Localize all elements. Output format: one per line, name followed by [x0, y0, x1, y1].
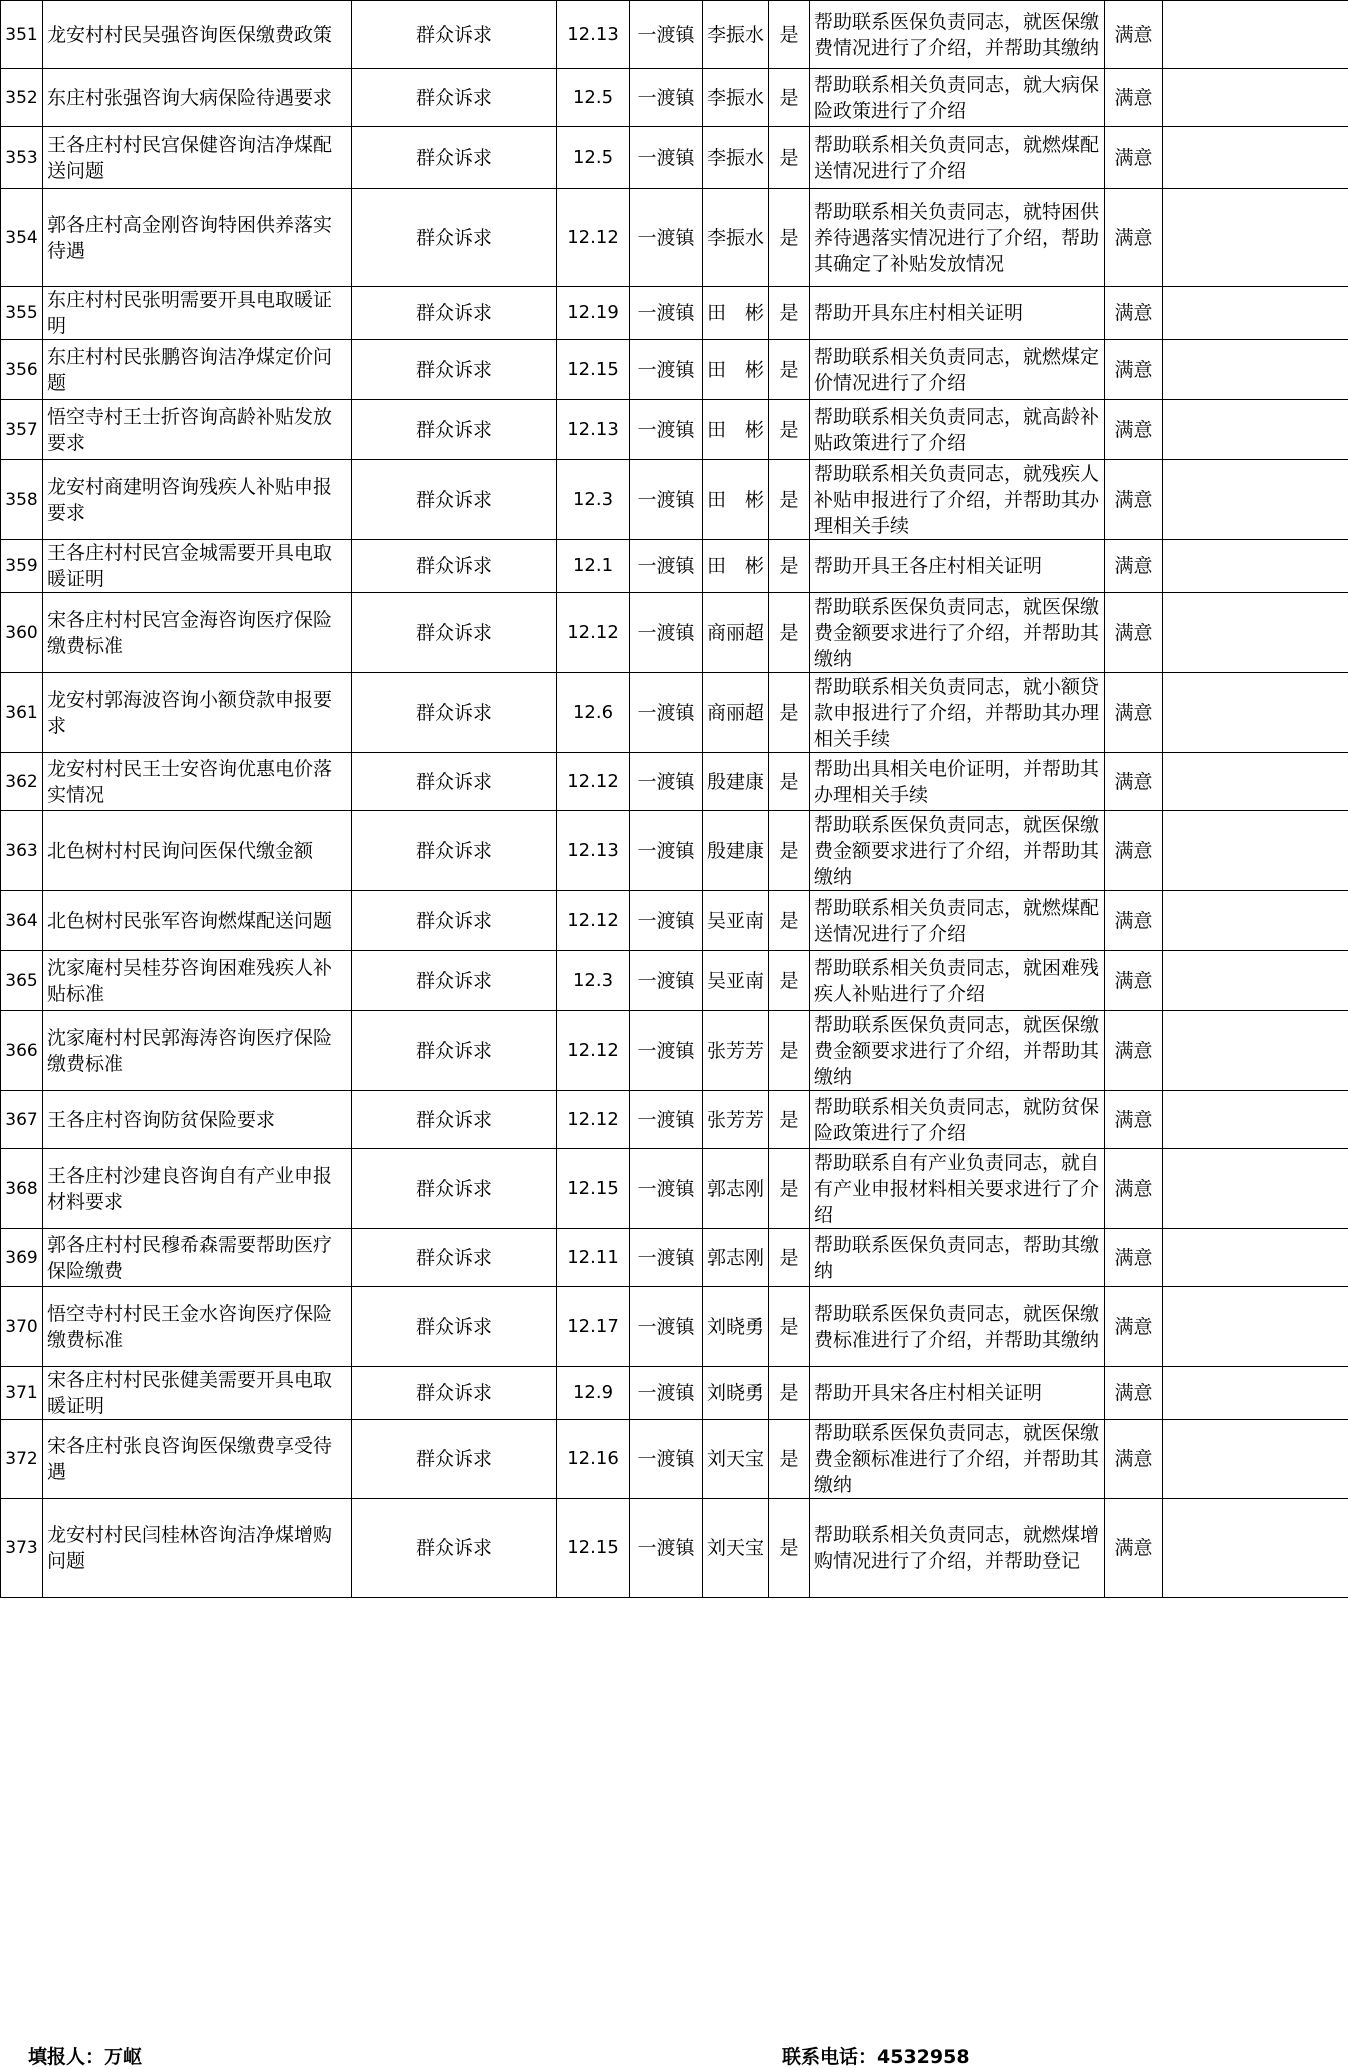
resolved-cell: 是: [769, 673, 810, 753]
resolved-cell: 是: [769, 1420, 810, 1499]
row-number-cell: 356: [1, 340, 43, 400]
handler-cell: 郭志刚: [703, 1149, 769, 1229]
result-cell: 帮助联系医保负责同志，就医保缴费情况进行了介绍，并帮助其缴纳: [810, 1, 1105, 69]
handler-cell: 田 彬: [703, 400, 769, 460]
issue-type-cell: 群众诉求: [352, 1091, 557, 1149]
result-cell: 帮助联系医保负责同志，就医保缴费金额标准进行了介绍，并帮助其缴纳: [810, 1420, 1105, 1499]
handler-cell: 李振水: [703, 127, 769, 189]
town-cell: 一渡镇: [630, 593, 703, 673]
issue-title-cell: 东庄村村民张明需要开具电取暖证明: [43, 287, 352, 340]
result-cell: 帮助开具东庄村相关证明: [810, 287, 1105, 340]
table-row: [1, 287, 1348, 340]
result-cell: 帮助联系相关负责同志，就燃煤配送情况进行了介绍: [810, 891, 1105, 951]
row-number-cell: 364: [1, 891, 43, 951]
row-number-cell: 360: [1, 593, 43, 673]
issue-type-cell: 群众诉求: [352, 1149, 557, 1229]
issue-type-cell: 群众诉求: [352, 1, 557, 69]
note-cell: [1163, 340, 1348, 400]
handler-cell: 商丽超: [703, 593, 769, 673]
note-cell: [1163, 593, 1348, 673]
note-cell: [1163, 951, 1348, 1011]
issue-title-cell: 宋各庄村张良咨询医保缴费享受待遇: [43, 1420, 352, 1499]
table-row: [1, 1499, 1348, 1598]
resolved-cell: 是: [769, 540, 810, 593]
handler-cell: 张芳芳: [703, 1091, 769, 1149]
table-row: [1, 1229, 1348, 1287]
row-number-cell: 362: [1, 753, 43, 811]
issue-title-cell: 宋各庄村村民宫金海咨询医疗保险缴费标准: [43, 593, 352, 673]
issue-title-cell: 郭各庄村高金刚咨询特困供养落实待遇: [43, 189, 352, 287]
date-cell: 12.16: [557, 1420, 630, 1499]
handler-cell: 刘天宝: [703, 1499, 769, 1598]
note-cell: [1163, 753, 1348, 811]
issue-type-cell: 群众诉求: [352, 891, 557, 951]
row-number-cell: 371: [1, 1367, 43, 1420]
note-cell: [1163, 189, 1348, 287]
satisfaction-cell: 满意: [1105, 1091, 1163, 1149]
resolved-cell: 是: [769, 400, 810, 460]
satisfaction-cell: 满意: [1105, 673, 1163, 753]
satisfaction-cell: 满意: [1105, 891, 1163, 951]
row-number-cell: 354: [1, 189, 43, 287]
result-cell: 帮助联系医保负责同志，就医保缴费金额要求进行了介绍，并帮助其缴纳: [810, 811, 1105, 891]
issue-type-cell: 群众诉求: [352, 1420, 557, 1499]
date-cell: 12.9: [557, 1367, 630, 1420]
row-number-cell: 363: [1, 811, 43, 891]
table-row: [1, 1367, 1348, 1420]
table-row: [1, 1420, 1348, 1499]
resolved-cell: 是: [769, 891, 810, 951]
resolved-cell: 是: [769, 1091, 810, 1149]
result-cell: 帮助联系医保负责同志，就医保缴费金额要求进行了介绍，并帮助其缴纳: [810, 593, 1105, 673]
issue-title-cell: 王各庄村沙建良咨询自有产业申报材料要求: [43, 1149, 352, 1229]
resolved-cell: 是: [769, 1499, 810, 1598]
result-cell: 帮助联系相关负责同志，就困难残疾人补贴进行了介绍: [810, 951, 1105, 1011]
row-number-cell: 372: [1, 1420, 43, 1499]
handler-cell: 李振水: [703, 189, 769, 287]
row-number-cell: 359: [1, 540, 43, 593]
resolved-cell: 是: [769, 593, 810, 673]
town-cell: 一渡镇: [630, 69, 703, 127]
row-number-cell: 365: [1, 951, 43, 1011]
issue-type-cell: 群众诉求: [352, 189, 557, 287]
issue-title-cell: 龙安村村民闫桂林咨询洁净煤增购问题: [43, 1499, 352, 1598]
town-cell: 一渡镇: [630, 753, 703, 811]
date-cell: 12.13: [557, 811, 630, 891]
town-cell: 一渡镇: [630, 1011, 703, 1091]
table-row: [1, 753, 1348, 811]
note-cell: [1163, 673, 1348, 753]
town-cell: 一渡镇: [630, 1229, 703, 1287]
issue-title-cell: 沈家庵村村民郭海涛咨询医疗保险缴费标准: [43, 1011, 352, 1091]
issue-type-cell: 群众诉求: [352, 340, 557, 400]
handler-cell: 刘天宝: [703, 1420, 769, 1499]
date-cell: 12.3: [557, 460, 630, 540]
date-cell: 12.12: [557, 1091, 630, 1149]
handler-cell: 殷建康: [703, 753, 769, 811]
table-row: [1, 673, 1348, 753]
note-cell: [1163, 1229, 1348, 1287]
date-cell: 12.12: [557, 891, 630, 951]
resolved-cell: 是: [769, 340, 810, 400]
satisfaction-cell: 满意: [1105, 811, 1163, 891]
result-cell: 帮助联系相关负责同志，就防贫保险政策进行了介绍: [810, 1091, 1105, 1149]
result-cell: 帮助联系医保负责同志，就医保缴费金额要求进行了介绍，并帮助其缴纳: [810, 1011, 1105, 1091]
row-number-cell: 373: [1, 1499, 43, 1598]
issue-title-cell: 东庄村张强咨询大病保险待遇要求: [43, 69, 352, 127]
phone-label: 联系电话：4532958: [782, 2042, 970, 2069]
handler-cell: 田 彬: [703, 460, 769, 540]
date-cell: 12.13: [557, 1, 630, 69]
town-cell: 一渡镇: [630, 1287, 703, 1367]
result-cell: 帮助联系相关负责同志，就高龄补贴政策进行了介绍: [810, 400, 1105, 460]
result-cell: 帮助开具宋各庄村相关证明: [810, 1367, 1105, 1420]
note-cell: [1163, 400, 1348, 460]
note-cell: [1163, 811, 1348, 891]
issue-type-cell: 群众诉求: [352, 1229, 557, 1287]
issue-title-cell: 王各庄村村民宫金城需要开具电取暖证明: [43, 540, 352, 593]
handler-cell: 李振水: [703, 1, 769, 69]
row-number-cell: 357: [1, 400, 43, 460]
handler-cell: 郭志刚: [703, 1229, 769, 1287]
town-cell: 一渡镇: [630, 811, 703, 891]
date-cell: 12.15: [557, 1149, 630, 1229]
handler-cell: 田 彬: [703, 340, 769, 400]
date-cell: 12.5: [557, 69, 630, 127]
date-cell: 12.3: [557, 951, 630, 1011]
reporter-label: 填报人：万岖: [28, 2042, 142, 2069]
date-cell: 12.12: [557, 1011, 630, 1091]
resolved-cell: 是: [769, 1367, 810, 1420]
handler-cell: 吴亚南: [703, 951, 769, 1011]
issue-title-cell: 龙安村商建明咨询残疾人补贴申报要求: [43, 460, 352, 540]
issue-type-cell: 群众诉求: [352, 400, 557, 460]
issue-type-cell: 群众诉求: [352, 1499, 557, 1598]
table-row: [1, 340, 1348, 400]
footer: [0, 2040, 1348, 2067]
table-row: [1, 1, 1348, 69]
date-cell: 12.17: [557, 1287, 630, 1367]
date-cell: 12.11: [557, 1229, 630, 1287]
resolved-cell: 是: [769, 1011, 810, 1091]
resolved-cell: 是: [769, 127, 810, 189]
result-cell: 帮助联系医保负责同志，帮助其缴纳: [810, 1229, 1105, 1287]
table-row: [1, 593, 1348, 673]
resolved-cell: 是: [769, 287, 810, 340]
row-number-cell: 368: [1, 1149, 43, 1229]
town-cell: 一渡镇: [630, 400, 703, 460]
date-cell: 12.19: [557, 287, 630, 340]
town-cell: 一渡镇: [630, 1091, 703, 1149]
table-row: [1, 127, 1348, 189]
result-cell: 帮助联系相关负责同志，就燃煤增购情况进行了介绍，并帮助登记: [810, 1499, 1105, 1598]
table-row: [1, 189, 1348, 287]
issue-type-cell: 群众诉求: [352, 127, 557, 189]
issue-type-cell: 群众诉求: [352, 287, 557, 340]
issue-type-cell: 群众诉求: [352, 753, 557, 811]
resolved-cell: 是: [769, 189, 810, 287]
result-cell: 帮助联系相关负责同志，就小额贷款申报进行了介绍，并帮助其办理相关手续: [810, 673, 1105, 753]
town-cell: 一渡镇: [630, 673, 703, 753]
row-number-cell: 353: [1, 127, 43, 189]
resolved-cell: 是: [769, 1, 810, 69]
issue-type-cell: 群众诉求: [352, 673, 557, 753]
result-cell: 帮助联系自有产业负责同志，就自有产业申报材料相关要求进行了介绍: [810, 1149, 1105, 1229]
resolved-cell: 是: [769, 460, 810, 540]
date-cell: 12.13: [557, 400, 630, 460]
note-cell: [1163, 1499, 1348, 1598]
result-cell: 帮助联系相关负责同志，就燃煤定价情况进行了介绍: [810, 340, 1105, 400]
issue-type-cell: 群众诉求: [352, 540, 557, 593]
handler-cell: 李振水: [703, 69, 769, 127]
satisfaction-cell: 满意: [1105, 1367, 1163, 1420]
satisfaction-cell: 满意: [1105, 1420, 1163, 1499]
handler-cell: 田 彬: [703, 287, 769, 340]
issue-type-cell: 群众诉求: [352, 951, 557, 1011]
result-cell: 帮助联系相关负责同志，就大病保险政策进行了介绍: [810, 69, 1105, 127]
issue-type-cell: 群众诉求: [352, 593, 557, 673]
town-cell: 一渡镇: [630, 1, 703, 69]
result-cell: 帮助开具王各庄村相关证明: [810, 540, 1105, 593]
issue-type-cell: 群众诉求: [352, 69, 557, 127]
satisfaction-cell: 满意: [1105, 951, 1163, 1011]
note-cell: [1163, 1011, 1348, 1091]
date-cell: 12.12: [557, 593, 630, 673]
satisfaction-cell: 满意: [1105, 460, 1163, 540]
issue-title-cell: 郭各庄村村民穆希森需要帮助医疗保险缴费: [43, 1229, 352, 1287]
issue-title-cell: 悟空寺村王士折咨询高龄补贴发放要求: [43, 400, 352, 460]
note-cell: [1163, 1367, 1348, 1420]
row-number-cell: 361: [1, 673, 43, 753]
issue-title-cell: 龙安村村民吴强咨询医保缴费政策: [43, 1, 352, 69]
issue-title-cell: 北色树村民张军咨询燃煤配送问题: [43, 891, 352, 951]
resolved-cell: 是: [769, 951, 810, 1011]
satisfaction-cell: 满意: [1105, 753, 1163, 811]
town-cell: 一渡镇: [630, 340, 703, 400]
resolved-cell: 是: [769, 1149, 810, 1229]
result-cell: 帮助出具相关电价证明，并帮助其办理相关手续: [810, 753, 1105, 811]
issue-type-cell: 群众诉求: [352, 811, 557, 891]
note-cell: [1163, 1149, 1348, 1229]
issue-type-cell: 群众诉求: [352, 460, 557, 540]
issue-title-cell: 王各庄村咨询防贫保险要求: [43, 1091, 352, 1149]
row-number-cell: 358: [1, 460, 43, 540]
resolved-cell: 是: [769, 1229, 810, 1287]
resolved-cell: 是: [769, 69, 810, 127]
row-number-cell: 352: [1, 69, 43, 127]
handler-cell: 张芳芳: [703, 1011, 769, 1091]
table-body: [1, 1, 1348, 1598]
table-row: [1, 400, 1348, 460]
date-cell: 12.15: [557, 340, 630, 400]
result-cell: 帮助联系医保负责同志，就医保缴费标准进行了介绍，并帮助其缴纳: [810, 1287, 1105, 1367]
row-number-cell: 355: [1, 287, 43, 340]
table-row: [1, 951, 1348, 1011]
satisfaction-cell: 满意: [1105, 400, 1163, 460]
town-cell: 一渡镇: [630, 1149, 703, 1229]
resolved-cell: 是: [769, 811, 810, 891]
note-cell: [1163, 1420, 1348, 1499]
resolved-cell: 是: [769, 753, 810, 811]
issue-title-cell: 王各庄村村民宫保健咨询洁净煤配送问题: [43, 127, 352, 189]
town-cell: 一渡镇: [630, 287, 703, 340]
issue-title-cell: 宋各庄村村民张健美需要开具电取暖证明: [43, 1367, 352, 1420]
row-number-cell: 351: [1, 1, 43, 69]
issue-title-cell: 沈家庵村吴桂芬咨询困难残疾人补贴标准: [43, 951, 352, 1011]
town-cell: 一渡镇: [630, 127, 703, 189]
note-cell: [1163, 1, 1348, 69]
town-cell: 一渡镇: [630, 1420, 703, 1499]
satisfaction-cell: 满意: [1105, 1229, 1163, 1287]
handler-cell: 吴亚南: [703, 891, 769, 951]
row-number-cell: 367: [1, 1091, 43, 1149]
satisfaction-cell: 满意: [1105, 189, 1163, 287]
date-cell: 12.12: [557, 753, 630, 811]
town-cell: 一渡镇: [630, 189, 703, 287]
issue-type-cell: 群众诉求: [352, 1287, 557, 1367]
note-cell: [1163, 287, 1348, 340]
note-cell: [1163, 1287, 1348, 1367]
row-number-cell: 370: [1, 1287, 43, 1367]
result-cell: 帮助联系相关负责同志，就残疾人补贴申报进行了介绍，并帮助其办理相关手续: [810, 460, 1105, 540]
handler-cell: 商丽超: [703, 673, 769, 753]
issue-title-cell: 龙安村郭海波咨询小额贷款申报要求: [43, 673, 352, 753]
result-cell: 帮助联系相关负责同志，就燃煤配送情况进行了介绍: [810, 127, 1105, 189]
resolved-cell: 是: [769, 1287, 810, 1367]
table-row: [1, 891, 1348, 951]
satisfaction-cell: 满意: [1105, 127, 1163, 189]
note-cell: [1163, 127, 1348, 189]
satisfaction-cell: 满意: [1105, 1011, 1163, 1091]
table-row: [1, 540, 1348, 593]
date-cell: 12.6: [557, 673, 630, 753]
issue-title-cell: 龙安村村民王士安咨询优惠电价落实情况: [43, 753, 352, 811]
row-number-cell: 369: [1, 1229, 43, 1287]
satisfaction-cell: 满意: [1105, 540, 1163, 593]
note-cell: [1163, 540, 1348, 593]
note-cell: [1163, 460, 1348, 540]
satisfaction-cell: 满意: [1105, 593, 1163, 673]
date-cell: 12.12: [557, 189, 630, 287]
handler-cell: 刘晓勇: [703, 1367, 769, 1420]
town-cell: 一渡镇: [630, 1367, 703, 1420]
row-number-cell: 366: [1, 1011, 43, 1091]
satisfaction-cell: 满意: [1105, 1287, 1163, 1367]
town-cell: 一渡镇: [630, 1499, 703, 1598]
date-cell: 12.5: [557, 127, 630, 189]
date-cell: 12.1: [557, 540, 630, 593]
date-cell: 12.15: [557, 1499, 630, 1598]
table-row: [1, 1091, 1348, 1149]
table-row: [1, 460, 1348, 540]
town-cell: 一渡镇: [630, 891, 703, 951]
note-cell: [1163, 891, 1348, 951]
note-cell: [1163, 69, 1348, 127]
issue-type-cell: 群众诉求: [352, 1011, 557, 1091]
town-cell: 一渡镇: [630, 540, 703, 593]
satisfaction-cell: 满意: [1105, 1, 1163, 69]
table-row: [1, 1287, 1348, 1367]
town-cell: 一渡镇: [630, 460, 703, 540]
satisfaction-cell: 满意: [1105, 287, 1163, 340]
table-row: [1, 1011, 1348, 1091]
satisfaction-cell: 满意: [1105, 69, 1163, 127]
table-row: [1, 1149, 1348, 1229]
issue-title-cell: 北色树村村民询问医保代缴金额: [43, 811, 352, 891]
issue-type-cell: 群众诉求: [352, 1367, 557, 1420]
issue-title-cell: 悟空寺村村民王金水咨询医疗保险缴费标准: [43, 1287, 352, 1367]
satisfaction-cell: 满意: [1105, 1149, 1163, 1229]
handler-cell: 刘晓勇: [703, 1287, 769, 1367]
result-cell: 帮助联系相关负责同志，就特困供养待遇落实情况进行了介绍，帮助其确定了补贴发放情况: [810, 189, 1105, 287]
satisfaction-cell: 满意: [1105, 340, 1163, 400]
handler-cell: 田 彬: [703, 540, 769, 593]
table-row: [1, 811, 1348, 891]
table-row: [1, 69, 1348, 127]
issue-title-cell: 东庄村村民张鹏咨询洁净煤定价问题: [43, 340, 352, 400]
note-cell: [1163, 1091, 1348, 1149]
town-cell: 一渡镇: [630, 951, 703, 1011]
satisfaction-cell: 满意: [1105, 1499, 1163, 1598]
handler-cell: 殷建康: [703, 811, 769, 891]
